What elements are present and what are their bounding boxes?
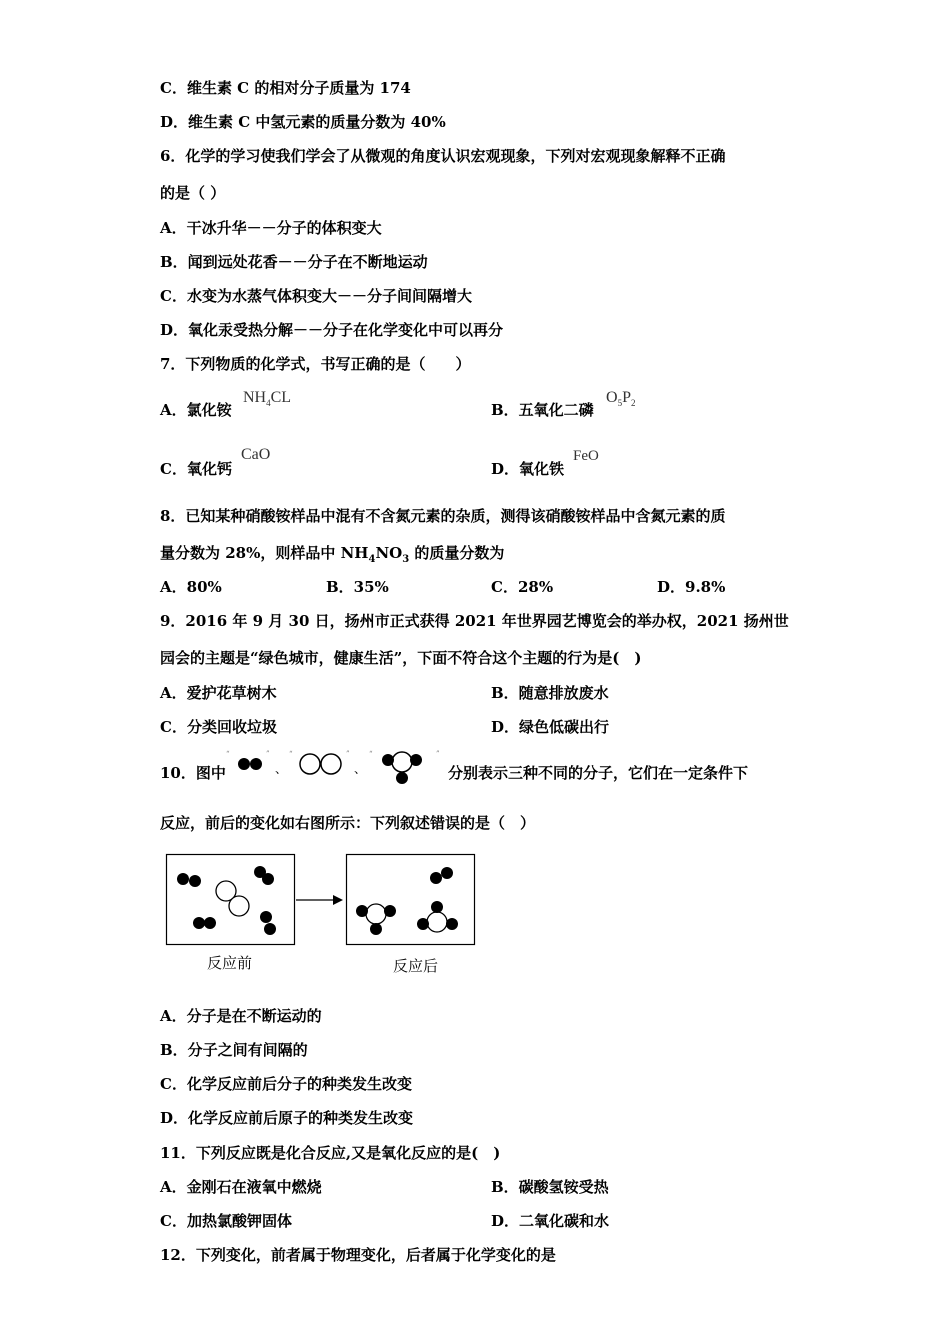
q10-option-b: B．分子之间有间隔的 [160,1041,308,1059]
q6-stem-line1: 6．化学的学习使我们学会了从微观的角度认识宏观现象，下列对宏观现象解释不正确 [160,147,726,165]
q12-stem: 12．下列变化，前者属于物理变化，后者属于化学变化的是 [160,1246,556,1264]
q7-option-c-formula: CaO [241,446,271,463]
q11-option-c: C．加热氯酸钾固体 [160,1212,292,1230]
q11-option-d: D．二氧化碳和水 [491,1212,610,1230]
q7-stem: 7．下列物质的化学式，书写正确的是（ ） [160,355,471,373]
q7-option-d-formula: FeO [573,448,599,464]
q10-molecule-white-with-two-black-icon [376,748,428,788]
q10-quote-close-1: ” [266,750,270,758]
q9-stem-line1: 9．2016 年 9 月 30 日，扬州市正式获得 2021 年世界园艺博览会的举办权，2021 扬州世 [160,612,789,630]
q10-molecule-white-pair-icon [298,752,344,776]
q6-stem-line2: 的是（ ） [160,184,226,202]
reaction-after-box [347,855,475,945]
q10-quote-close-2: ” [346,750,350,758]
q11-option-a: A．金刚石在液氧中燃烧 [160,1178,322,1196]
q10-quote-open-3: “ [369,750,373,758]
q5-option-d: D．维生素 C 中氢元素的质量分数为 40% [160,113,446,131]
q10-quote-close-3: ” [436,750,440,758]
q10-separator-1: 、 [275,762,288,776]
reaction-before-label: 反应前 [207,954,253,972]
q10-option-d: D．化学反应前后原子的种类发生改变 [160,1109,414,1127]
q10-quote-open-1: “ [226,750,230,758]
q7-option-d: D．氧化铁 [491,460,565,478]
q8-option-a: A．80% [160,578,222,596]
q10-quote-open-2: “ [289,750,293,758]
q9-option-b: B．随意排放废水 [491,684,609,702]
q5-option-c: C．维生素 C 的相对分子质量为 174 [160,79,411,97]
q11-stem: 11．下列反应既是化合反应,又是氧化反应的是( ) [160,1144,501,1162]
q10-molecule-key [226,748,451,788]
q10-stem-line1-end: 分别表示三种不同的分子，它们在一定条件下 [448,764,749,782]
q10-separator-2: 、 [354,762,367,776]
q6-option-c: C．水变为水蒸气体积变大－－分子间间隔增大 [160,287,472,305]
reaction-arrow-head [333,895,343,905]
reaction-after-label: 反应后 [393,957,439,975]
q10-stem-line1-start: 10．图中 [160,764,226,782]
q9-option-d: D．绿色低碳出行 [491,718,610,736]
q7-option-b-formula: $O_5P_2$ [606,389,636,409]
q8-option-d: D．9.8% [657,578,726,596]
q6-option-d: D．氧化汞受热分解－－分子在化学变化中可以再分 [160,321,504,339]
q10-option-a: A．分子是在不断运动的 [160,1007,322,1025]
q10-stem-line2: 反应，前后的变化如右图所示：下列叙述错误的是（ ） [160,814,536,832]
q8-option-c: C．28% [491,578,554,596]
q8-stem-line2: 量分数为 28%，则样品中 $NH_4NO_3$ 的质量分数为 [160,544,505,565]
q7-option-a-formula: $NH_4CL$ [243,389,292,409]
q7-option-a: A．氯化铵 [160,401,232,419]
q6-option-a: A．干冰升华－－分子的体积变大 [160,219,382,237]
q6-option-b: B．闻到远处花香－－分子在不断地运动 [160,253,428,271]
q11-option-b: B．碳酸氢铵受热 [491,1178,609,1196]
q10-option-c: C．化学反应前后分子的种类发生改变 [160,1075,412,1093]
q8-stem-line1: 8．已知某种硝酸铵样品中混有不含氮元素的杂质，测得该硝酸铵样品中含氮元素的质 [160,507,726,525]
q7-option-c: C．氧化钙 [160,460,232,478]
q9-option-c: C．分类回收垃圾 [160,718,277,736]
q8-option-b: B．35% [326,578,389,596]
q9-option-a: A．爱护花草树木 [160,684,277,702]
q7-option-b: B．五氧化二磷 [491,401,594,419]
q9-stem-line2: 园会的主题是“绿色城市，健康生活”，下面不符合这个主题的行为是( ) [160,649,642,667]
q10-molecule-black-pair-icon [236,756,266,772]
